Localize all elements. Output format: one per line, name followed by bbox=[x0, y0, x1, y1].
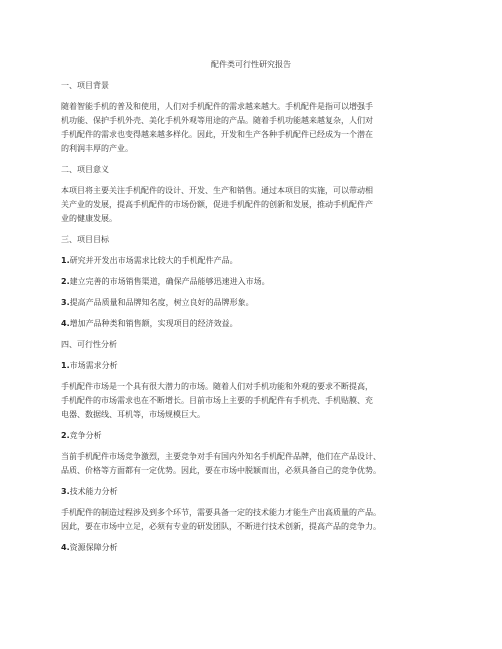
section-heading-feasibility: 四、可行性分析 bbox=[61, 340, 117, 349]
subsection-number: 2. bbox=[61, 431, 70, 440]
subsection-title: 资源保障分析 bbox=[69, 543, 118, 552]
paragraph-line: 手机配件的制造过程涉及到多个环节，需要具备一定的技术能力才能生产出高质量的产品。 bbox=[61, 508, 381, 517]
paragraph-line: 手机配件的需求也变得越来越多样化。因此，开发和生产各种手机配件已经成为一个潜在 bbox=[61, 130, 373, 139]
paragraph-line: 随着智能手机的普及和使用，人们对手机配件的需求越来越大。手机配件是指可以增强手 bbox=[61, 102, 373, 111]
subsection-title: 竞争分析 bbox=[69, 431, 102, 440]
paragraph-line: 关产业的发展，提高手机配件的市场份额，促进手机配件的创新和发展，推动手机配件产 bbox=[61, 200, 373, 209]
paragraph-line: 当前手机配件市场竞争激烈，主要竞争对手有国内外知名手机配件品牌，他们在产品设计、 bbox=[61, 452, 381, 461]
list-item bbox=[61, 318, 238, 329]
list-item bbox=[61, 276, 270, 287]
subsection-heading bbox=[61, 542, 118, 553]
section-heading-background: 一、项目背景 bbox=[61, 81, 109, 90]
subsection-heading bbox=[61, 430, 102, 441]
section-heading-goals: 三、项目目标 bbox=[61, 235, 109, 244]
subsection-number: 3. bbox=[61, 487, 70, 496]
paragraph-line: 本项目将主要关注手机配件的设计、开发、生产和销售。通过本项目的实施，可以带动相 bbox=[61, 186, 373, 195]
paragraph-line: 手机配件的市场需求也在不断增长。目前市场上主要的手机配件有手机壳、手机贴膜、充 bbox=[61, 396, 373, 405]
paragraph-line: 业的健康发展。 bbox=[61, 214, 117, 223]
subsection-title: 技术能力分析 bbox=[69, 487, 118, 496]
paragraph-line: 品质、价格等方面都有一定优势。因此，要在市场中脱颖而出，必须具备自己的竞争优势。 bbox=[61, 466, 381, 475]
list-text: 研究并开发出市场需求比较大的手机配件产品。 bbox=[69, 256, 238, 265]
paragraph-line: 因此，要在市场中立足，必须有专业的研发团队，不断进行技术创新，提高产品的竞争力。 bbox=[61, 522, 381, 531]
subsection-number: 1. bbox=[61, 361, 70, 370]
list-item bbox=[61, 297, 254, 308]
paragraph-line: 的利润丰厚的产业。 bbox=[61, 144, 133, 153]
list-number: 4. bbox=[61, 319, 70, 328]
subsection-heading bbox=[61, 360, 118, 371]
list-number: 1. bbox=[61, 256, 70, 265]
subsection-number: 4. bbox=[61, 543, 70, 552]
list-text: 增加产品种类和销售额，实现项目的经济效益。 bbox=[69, 319, 238, 328]
list-text: 提高产品质量和品牌知名度，树立良好的品牌形象。 bbox=[69, 298, 254, 307]
list-number: 2. bbox=[61, 277, 70, 286]
subsection-heading bbox=[61, 486, 118, 497]
subsection-title: 市场需求分析 bbox=[69, 361, 118, 370]
list-item bbox=[61, 255, 238, 266]
paragraph-line: 电器、数据线、耳机等，市场规模巨大。 bbox=[61, 410, 205, 419]
paragraph-line: 手机配件市场是一个具有很大潜力的市场。随着人们对手机功能和外观的要求不断提高， bbox=[61, 382, 373, 391]
list-number: 3. bbox=[61, 298, 70, 307]
document-title: 配件类可行性研究报告 bbox=[211, 60, 291, 69]
paragraph-line: 机功能、保护手机外壳、美化手机外观等用途的产品。随着手机功能越来越复杂，人们对 bbox=[61, 116, 373, 125]
section-heading-significance: 二、项目意义 bbox=[61, 165, 109, 174]
list-text: 建立完善的市场销售渠道，确保产品能够迅速进入市场。 bbox=[69, 277, 270, 286]
